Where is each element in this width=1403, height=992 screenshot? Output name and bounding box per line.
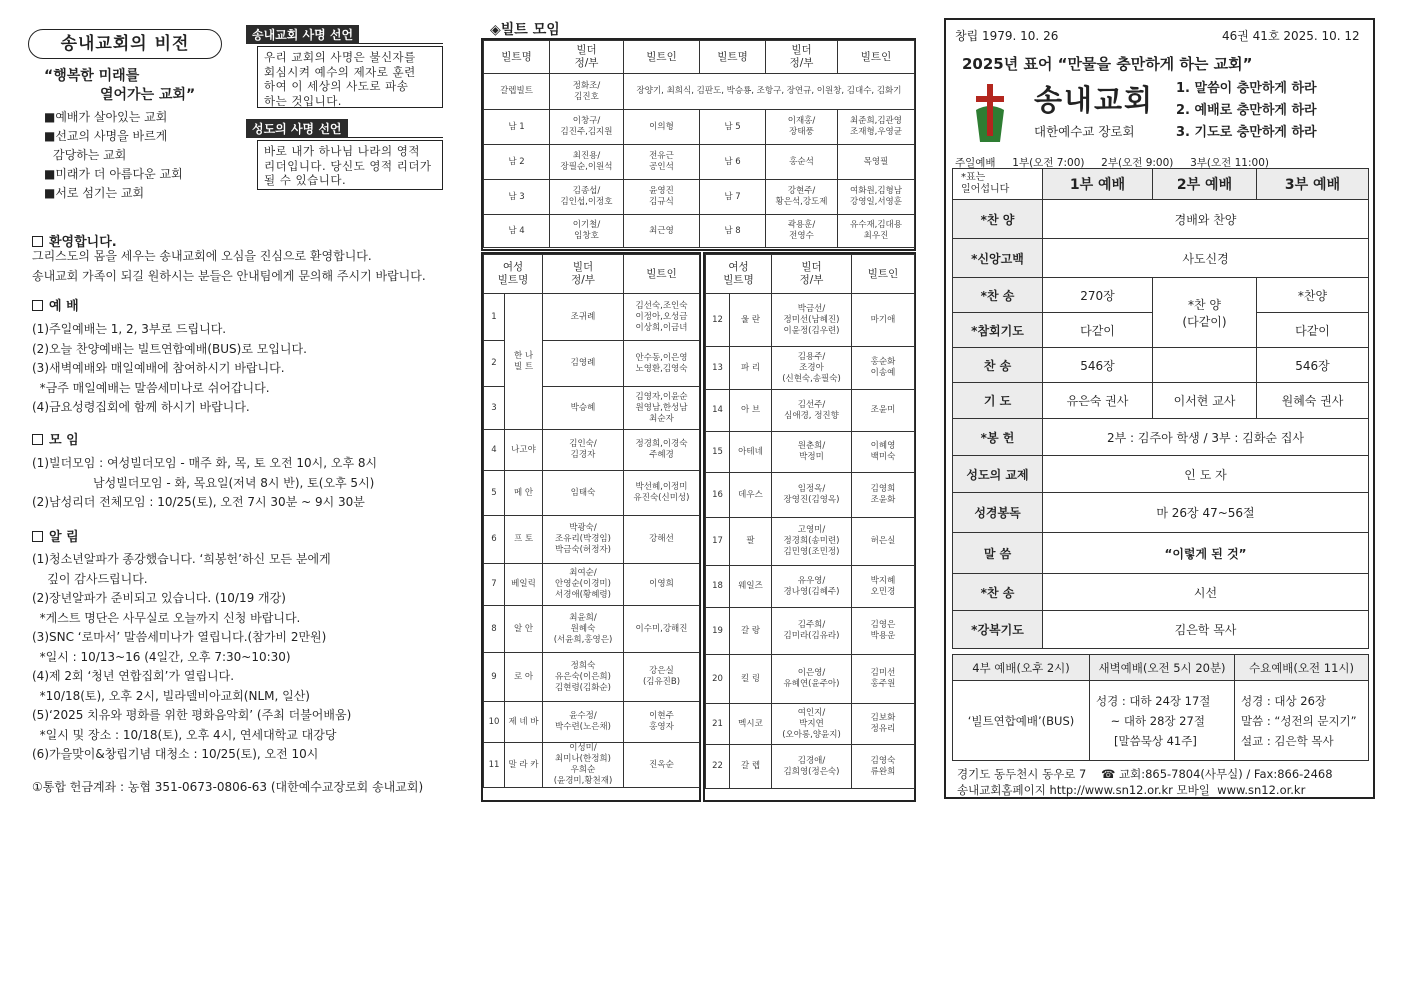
mission-tag: 송내교회 사명 선언 — [246, 25, 359, 44]
table-cell: 270장 — [1043, 278, 1153, 313]
row-number: 5 — [484, 471, 505, 516]
cross-logo-icon — [970, 80, 1010, 144]
row-number: 1 — [484, 294, 505, 341]
builder: 이은영/ 유혜연(윤주아) — [772, 655, 852, 704]
builder: 박금선/ 정미선(남혜진) 이윤정(김우련) — [772, 294, 852, 347]
table-cell: 마 26장 47~56절 — [1043, 493, 1369, 533]
vision-list — [44, 108, 183, 203]
mission-text: 우리 교회의 사명은 불신자를 회심시켜 예수의 제자로 훈련 하여 이 세상의 사도로 파송 하는 것입니다. — [257, 46, 443, 108]
row-number: 7 — [484, 564, 505, 606]
motto-line-1: “행복한 미래를 — [44, 68, 140, 84]
table-cell: 최진용/ 장필순,이원석 — [550, 145, 624, 180]
builtin: 정경희,이경숙 주혜경 — [624, 430, 700, 471]
row-number: 13 — [706, 347, 730, 390]
builder: 김영례 — [543, 341, 624, 387]
table-cell: 다같이 — [1257, 313, 1369, 348]
table-cell: 새벽예배(오전 5시 20분) — [1090, 655, 1235, 681]
vision-item: ■서로 섬기는 교회 — [44, 186, 145, 200]
row-number: 20 — [706, 655, 730, 704]
church-goals: 1. 말씀이 충만하게 하라 2. 예배로 충만하게 하라 3. 기도로 충만하게 하라 — [1176, 81, 1317, 140]
table-cell: 성경 : 대상 26장 말씀 : “성전의 문지기” 설교 : 김은학 목사 — [1235, 681, 1369, 761]
table-cell: 여성 빌트명 — [706, 255, 772, 294]
row-number: 6 — [484, 516, 505, 564]
builder: 김주희/ 김미라(김유라) — [772, 608, 852, 655]
table-cell: 1부 예배 — [1043, 169, 1153, 200]
table-row — [706, 390, 915, 432]
founded-date: 창립 1979. 10. 26 — [955, 29, 1059, 43]
mission-tag-line — [246, 24, 443, 44]
year-motto: 2025년 표어 “만물을 충만하게 하는 교회” — [962, 55, 1253, 73]
table-cell: 빌더 정/부 — [772, 255, 852, 294]
table-row — [706, 432, 915, 473]
table-cell: 최준희,김관영 조재형,우영균 — [838, 110, 915, 145]
builtin: 이현주 홍영자 — [624, 702, 700, 743]
builtin: 강은실 (김유진B) — [624, 653, 700, 702]
service-times: 주일예배 1부(오전 7:00) 2부(오전 9:00) 3부(오전 11:00) — [955, 157, 1269, 169]
built-name: 멕시코 — [730, 704, 772, 745]
built-name: 아테네 — [730, 432, 772, 473]
table-row — [706, 294, 915, 347]
table-row — [706, 347, 915, 390]
table-cell: 시선 — [1043, 574, 1369, 611]
table-cell: 사도신경 — [1043, 239, 1369, 278]
table-row — [484, 471, 700, 516]
built-name: 베일릭 — [505, 564, 543, 606]
table-cell: 2부 예배 — [1153, 169, 1257, 200]
table-row — [484, 564, 700, 606]
table-cell: *찬 양 (다같이) — [1153, 278, 1257, 348]
row-number: 22 — [706, 745, 730, 789]
built-name: 아 브 — [730, 390, 772, 432]
table-cell: *표는 일어섭니다 — [953, 169, 1043, 200]
builtin: 허은실 — [852, 518, 915, 566]
table-cell: 원혜숙 권사 — [1257, 383, 1369, 419]
table-row — [484, 516, 700, 564]
table-cell: 김종섭/ 김인섭,이정호 — [550, 180, 624, 215]
square-icon — [32, 434, 43, 445]
builtin: 박지혜 오민경 — [852, 566, 915, 608]
notice-list: (1)청소년알파가 종강했습니다. ‘희봉헌’하신 모든 분에게 깊이 감사드립니다. (2)장년알파가 준비되고 있습니다. (10/19 개강) *게스트 명단은 사무실로 오늘까지 신청 바랍니다. (3)SNC ‘로마서’ 말씀세미나가 열립니다.(참가비 2만원) *일시 : 10/13~16 (4일간, 오후 7:30~10:30) (4)제 2회 ‘청년 연합집회’가 열립니다. *10/18(토), 오후 2시, 빌라델비아교회(NLM, 일산) (5)‘2025 치유와 평화를 위한 평화음악회’ (주최 더불어배움) *일시 및 장소 : 10/18(토), 오후 4시, 연세대학교 대강당 (6)가을맞이&창립기념 대청소 : 10/25(토), 오전 10시 — [32, 552, 352, 761]
built-name: 갈 랑 — [730, 608, 772, 655]
women-built-frame-right — [703, 252, 916, 802]
table-row — [484, 215, 915, 248]
table-cell: 남 3 — [484, 180, 550, 215]
builder: 조귀례 — [543, 294, 624, 341]
church-address: 경기도 동두천시 동우로 7 ☎ 교회:865-7804(사무실) / Fax:866-2468 — [957, 767, 1333, 781]
motto-line-2: 열어가는 교회” — [100, 87, 196, 103]
built-name: 말 라 카 — [505, 743, 543, 788]
table-cell: 여성 빌트명 — [484, 255, 543, 294]
table-row — [706, 655, 915, 704]
table-cell: 3부 예배 — [1257, 169, 1369, 200]
table-cell: 빌트인 — [624, 255, 700, 294]
builtin: 김영자,이윤순 원영남,한성남 최순자 — [624, 387, 700, 430]
builder: 임태숙 — [543, 471, 624, 516]
meeting-notices: (1)빌더모임 : 여성빌더모임 - 매주 화, 목, 토 오전 10시, 오후 8시 남성빌더모임 - 화, 목요일(저녁 8시 반), 토(오후 5시) (2)남성리더 전체모임 : 10/25(토), 오전 7시 30분 ~ 9시 30분 — [32, 456, 378, 509]
table-row — [953, 456, 1369, 493]
women-built-table-left — [483, 254, 700, 788]
row-number: 4 — [484, 430, 505, 471]
builtin: 김선숙,조인숙 이정아,오성금 이상희,이금녀 — [624, 294, 700, 341]
men-built-frame — [481, 38, 916, 251]
table-row — [484, 430, 700, 471]
table-row — [484, 74, 915, 110]
row-number: 10 — [484, 702, 505, 743]
built-name: 알 안 — [505, 606, 543, 653]
builtin: 김영은 박용운 — [852, 608, 915, 655]
built-name: 메 안 — [505, 471, 543, 516]
table-cell: 말 씀 — [953, 533, 1043, 574]
builder: 박광숙/ 조유리(박경임) 박금숙(허정자) — [543, 516, 624, 564]
table-cell: 이의형 — [624, 110, 700, 145]
member-text: 바로 내가 하나님 나라의 영적 리더입니다. 당신도 영적 리더가 될 수 있습니다. — [257, 140, 443, 190]
built-name: 갈 렙 — [730, 745, 772, 789]
built-name: 팔 — [730, 518, 772, 566]
table-cell: 김은학 목사 — [1043, 611, 1369, 649]
table-cell: *강복기도 — [953, 611, 1043, 649]
table-cell: 남 4 — [484, 215, 550, 248]
vision-title: 송내교회의 비전 — [28, 29, 222, 59]
builder: 정희숙 유은숙(이은희) 김현령(김화순) — [543, 653, 624, 702]
worship-order-table — [952, 168, 1369, 649]
member-tag-line — [246, 118, 443, 138]
table-cell: 빌더 정/부 — [766, 41, 838, 74]
table-cell: 남 6 — [700, 145, 766, 180]
table-row — [953, 239, 1369, 278]
table-cell: 이창구/ 김진주,김지원 — [550, 110, 624, 145]
builtin: 조윤미 — [852, 390, 915, 432]
table-cell: ‘빌트연합예배’(BUS) — [953, 681, 1090, 761]
table-cell: 찬 송 — [953, 348, 1043, 383]
square-icon — [32, 531, 43, 542]
table-row — [953, 681, 1369, 761]
built-name: 킬 링 — [730, 655, 772, 704]
table-cell: 홍순석 — [766, 145, 838, 180]
women-built-frame-left — [481, 252, 701, 802]
built-name: 데우스 — [730, 473, 772, 518]
built-name: 웨일즈 — [730, 566, 772, 608]
church-homepage[interactable]: 송내교회홈페이지 http://www.sn12.or.kr 모바일 www.sn12.or.kr — [957, 783, 1306, 797]
builtin: 박선혜,이정미 유진숙(신미성) — [624, 471, 700, 516]
table-cell: 유수재,김대용 최우진 — [838, 215, 915, 248]
table-cell: 곽용훈/ 전영수 — [766, 215, 838, 248]
table-row — [953, 383, 1369, 419]
builder: 임정옥/ 장영진(김영옥) — [772, 473, 852, 518]
table-cell: 빌트인 — [838, 41, 915, 74]
row-number: 18 — [706, 566, 730, 608]
other-services-table — [952, 654, 1369, 761]
worship-heading: 예 배 — [32, 295, 79, 314]
vision-item: ■선교의 사명을 바르게 — [44, 129, 168, 143]
table-cell: 갈렙빌트 — [484, 74, 550, 110]
table-cell: 성경봉독 — [953, 493, 1043, 533]
offering-account: ①통합 헌금계좌 : 농협 351-0673-0806-63 (대한예수교장로회 송내교회) — [32, 780, 424, 794]
table-cell: 장양기, 최희식, 김판도, 박승룡, 조항구, 장연규, 이원창, 김대수, 김화기 — [624, 74, 915, 110]
builder: 김경애/ 김희영(정은숙) — [772, 745, 852, 789]
table-cell: 빌더 정/부 — [543, 255, 624, 294]
table-row — [706, 566, 915, 608]
built-name: 프 토 — [505, 516, 543, 564]
table-cell: *찬 송 — [953, 574, 1043, 611]
builder: 김선주/ 심애경, 정진향 — [772, 390, 852, 432]
builtin: 이혜영 백미숙 — [852, 432, 915, 473]
table-row — [484, 110, 915, 145]
table-cell: 빌트명 — [484, 41, 550, 74]
table-cell: *봉 헌 — [953, 419, 1043, 456]
table-cell: 다같이 — [1043, 313, 1153, 348]
table-cell: 2부 : 김주아 학생 / 3부 : 김화순 집사 — [1043, 419, 1369, 456]
row-number: 19 — [706, 608, 730, 655]
builtin: 홍순화 이송예 — [852, 347, 915, 390]
table-cell: 남 1 — [484, 110, 550, 145]
table-cell — [1153, 348, 1257, 383]
builder: 김용주/ 조경아 (신현숙,송필숙) — [772, 347, 852, 390]
table-row — [953, 419, 1369, 456]
row-number: 8 — [484, 606, 505, 653]
table-row — [953, 348, 1369, 383]
table-cell: 빌트명 — [700, 41, 766, 74]
table-row — [706, 473, 915, 518]
table-row — [706, 704, 915, 745]
builder: 유우영/ 경나영(김혜주) — [772, 566, 852, 608]
table-row — [953, 200, 1369, 239]
table-cell: 전유근 공인석 — [624, 145, 700, 180]
table-row — [484, 743, 700, 788]
built-meeting-title: ◈빌트 모임 — [490, 22, 560, 38]
table-cell: 강현주/ 황은석,강도제 — [766, 180, 838, 215]
row-number: 11 — [484, 743, 505, 788]
men-built-table — [483, 40, 915, 248]
table-row — [953, 574, 1369, 611]
table-row — [484, 294, 700, 341]
table-row — [484, 702, 700, 743]
table-cell: 목영필 — [838, 145, 915, 180]
worship-notices: (1)주일예배는 1, 2, 3부로 드립니다. (2)오늘 찬양예배는 빌트연합예배(BUS)로 모입니다. (3)새벽예배와 매일예배에 참여하시기 바랍니다. *금주 매일예배는 말씀세미나로 쉬어갑니다. (4)금요성령집회에 함께 하시기 바랍니다. — [32, 322, 307, 414]
table-cell: 남 8 — [700, 215, 766, 248]
row-number: 14 — [706, 390, 730, 432]
row-number: 12 — [706, 294, 730, 347]
row-number: 2 — [484, 341, 505, 387]
square-icon — [32, 236, 43, 247]
builtin: 강해선 — [624, 516, 700, 564]
built-name: 나고야 — [505, 430, 543, 471]
table-row — [706, 518, 915, 566]
table-cell: *찬 송 — [953, 278, 1043, 313]
notice-heading: 알 림 — [32, 526, 79, 545]
group-name: 한 나 빌 트 — [505, 294, 543, 430]
table-cell: “이렇게 된 것” — [1043, 533, 1369, 574]
table-cell: *참회기도 — [953, 313, 1043, 348]
table-cell: *찬 양 — [953, 200, 1043, 239]
table-cell: *찬양 — [1257, 278, 1369, 313]
builder: 여인지/ 박지연 (오아롱,양윤지) — [772, 704, 852, 745]
table-row — [484, 180, 915, 215]
member-tag: 성도의 사명 선언 — [246, 119, 348, 138]
row-number: 16 — [706, 473, 730, 518]
issue-number: 46권 41호 2025. 10. 12 — [1222, 29, 1360, 43]
table-cell: 546장 — [1043, 348, 1153, 383]
vision-item: 감당하는 교회 — [53, 148, 127, 162]
table-cell: 546장 — [1257, 348, 1369, 383]
builder: 이성미/ 최미나(한정희) 우희순 (윤경미,황천재) — [543, 743, 624, 788]
table-cell: 수요예배(오전 11시) — [1235, 655, 1369, 681]
table-cell: 여화원,김형남 강영일,서영훈 — [838, 180, 915, 215]
built-name: 파 리 — [730, 347, 772, 390]
women-built-table-right — [705, 254, 915, 789]
builtin: 진옥순 — [624, 743, 700, 788]
row-number: 9 — [484, 653, 505, 702]
table-cell: 이기철/ 임창호 — [550, 215, 624, 248]
builtin: 김보화 정유리 — [852, 704, 915, 745]
row-number: 21 — [706, 704, 730, 745]
builder: 최여순/ 안영순(이경미) 서경애(황혜령) — [543, 564, 624, 606]
built-name: 울 란 — [730, 294, 772, 347]
built-name: 로 아 — [505, 653, 543, 702]
row-number: 3 — [484, 387, 505, 430]
table-cell: 빌더 정/부 — [550, 41, 624, 74]
table-cell: 4부 예배(오후 2시) — [953, 655, 1090, 681]
table-cell: 빌트인 — [852, 255, 915, 294]
square-icon — [32, 300, 43, 311]
builtin: 이영희 — [624, 564, 700, 606]
builder: 윤수정/ 박수련(노은채) — [543, 702, 624, 743]
builtin: 김영희 조윤화 — [852, 473, 915, 518]
table-cell: *신앙고백 — [953, 239, 1043, 278]
table-cell: 이재홍/ 장태풍 — [766, 110, 838, 145]
builder: 박승혜 — [543, 387, 624, 430]
builder: 김인숙/ 김경자 — [543, 430, 624, 471]
table-cell: 남 7 — [700, 180, 766, 215]
welcome-text: 그리스도의 몸을 세우는 송내교회에 오심을 진심으로 환영합니다. 송내교회 가족이 되길 원하시는 분들은 안내팀에게 문의해 주시기 바랍니다. — [32, 249, 426, 283]
church-name: 송내교회 — [1034, 83, 1155, 117]
table-row — [953, 611, 1369, 649]
vision-item: ■미래가 더 아름다운 교회 — [44, 167, 183, 181]
table-cell: 이서현 교사 — [1153, 383, 1257, 419]
table-cell: 성도의 교제 — [953, 456, 1043, 493]
table-row — [953, 493, 1369, 533]
table-row — [706, 745, 915, 789]
table-cell: 인 도 자 — [1043, 456, 1369, 493]
row-number: 15 — [706, 432, 730, 473]
builder: 최윤희/ 원혜숙 (서윤희,홍영은) — [543, 606, 624, 653]
builder: 고영미/ 정경희(송미련) 김민영(조민정) — [772, 518, 852, 566]
table-cell: 빌트인 — [624, 41, 700, 74]
table-cell: 유은숙 권사 — [1043, 383, 1153, 419]
builtin: 이수미,강해진 — [624, 606, 700, 653]
meeting-heading: 모 임 — [32, 429, 79, 448]
table-cell: 정화조/ 김진호 — [550, 74, 624, 110]
table-cell: 남 2 — [484, 145, 550, 180]
welcome-heading: 환영합니다. — [32, 231, 117, 250]
table-cell: 최근영 — [624, 215, 700, 248]
builtin: 김영숙 류완희 — [852, 745, 915, 789]
table-row — [484, 606, 700, 653]
builtin: 마기애 — [852, 294, 915, 347]
table-cell: 기 도 — [953, 383, 1043, 419]
table-cell: 윤영진 김규식 — [624, 180, 700, 215]
table-cell: 경배와 찬양 — [1043, 200, 1369, 239]
builtin: 안수동,이은영 노영환,김영숙 — [624, 341, 700, 387]
table-cell: 남 5 — [700, 110, 766, 145]
table-row — [484, 653, 700, 702]
table-row — [484, 145, 915, 180]
built-name: 제 네 바 — [505, 702, 543, 743]
builder: 원춘희/ 박정미 — [772, 432, 852, 473]
builtin: 김미선 홍주원 — [852, 655, 915, 704]
table-cell: 성경 : 대하 24장 17절 ~ 대하 28장 27절 [말씀묵상 41주] — [1090, 681, 1235, 761]
denomination: 대한예수교 장로회 — [1034, 124, 1135, 139]
vision-item: ■예배가 살아있는 교회 — [44, 110, 168, 124]
table-row — [706, 608, 915, 655]
table-row — [953, 533, 1369, 574]
table-row — [953, 278, 1369, 313]
row-number: 17 — [706, 518, 730, 566]
